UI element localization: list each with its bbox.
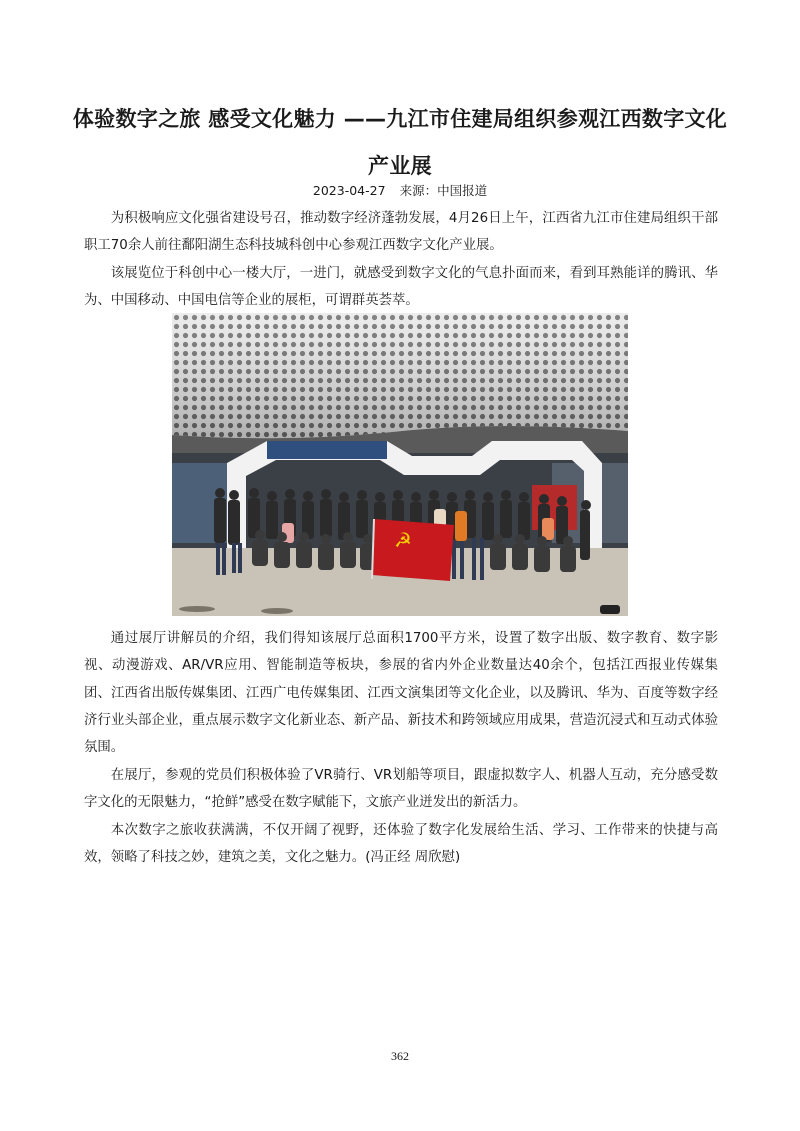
paragraph-4: 在展厅，参观的党员们积极体验了VR骑行、VR划船等项目，跟虚拟数字人、机器人互动，充分感受数字文化的无限魅力，“抢鲜”感受在数字赋能下，文旅产业迸发出的新活力。	[84, 768, 718, 811]
svg-text:☭: ☭	[394, 528, 412, 552]
paragraph-1: 为积极响应文化强省建设号召，推动数字经济蓬勃发展，4月26日上午，江西省九江市住建局组织干部职工70余人前往鄱阳湖生态科技城科创中心参观江西数字文化产业展。	[84, 211, 718, 254]
article-title: 体验数字之旅 感受文化魅力 ——九江市住建局组织参观江西数字文化产业展	[72, 107, 728, 178]
paragraph-2: 该展览位于科创中心一楼大厅，一进门，就感受到数字文化的气息扑面而来，看到耳熟能详的腾讯、华为、中国移动、中国电信等企业的展柜，可谓群英荟萃。	[84, 266, 718, 309]
article-meta	[0, 181, 800, 201]
group-photo	[172, 313, 628, 616]
group-photo-image	[172, 313, 628, 616]
publish-date: 2023-04-27	[312, 183, 386, 198]
paragraph-5: 本次数字之旅收获满满，不仅开阔了视野，还体验了数字化发展给生活、学习、工作带来的快捷与高效，领略了科技之妙，建筑之美，文化之魅力。(冯正经 周欣慰)	[84, 823, 718, 866]
paragraph-3: 通过展厅讲解员的介绍，我们得知该展厅总面积1700平方米，设置了数字出版、数字教育、数字影视、动漫游戏、AR/VR应用、智能制造等板块，参展的省内外企业数量达40余个，包括江西报业传媒集团、江西省出版传媒集团、江西广电传媒集团、江西文演集团等文化企业，以及腾讯、华为、百度等数字经济行业头部企业，重点展示数字文化新业态、新产品、新技术和跨领域应用成果，营造沉浸式和互动式体验氛围。	[84, 631, 718, 756]
page-number: 362	[391, 1049, 409, 1063]
article-source: 来源：中国报道	[399, 183, 488, 198]
